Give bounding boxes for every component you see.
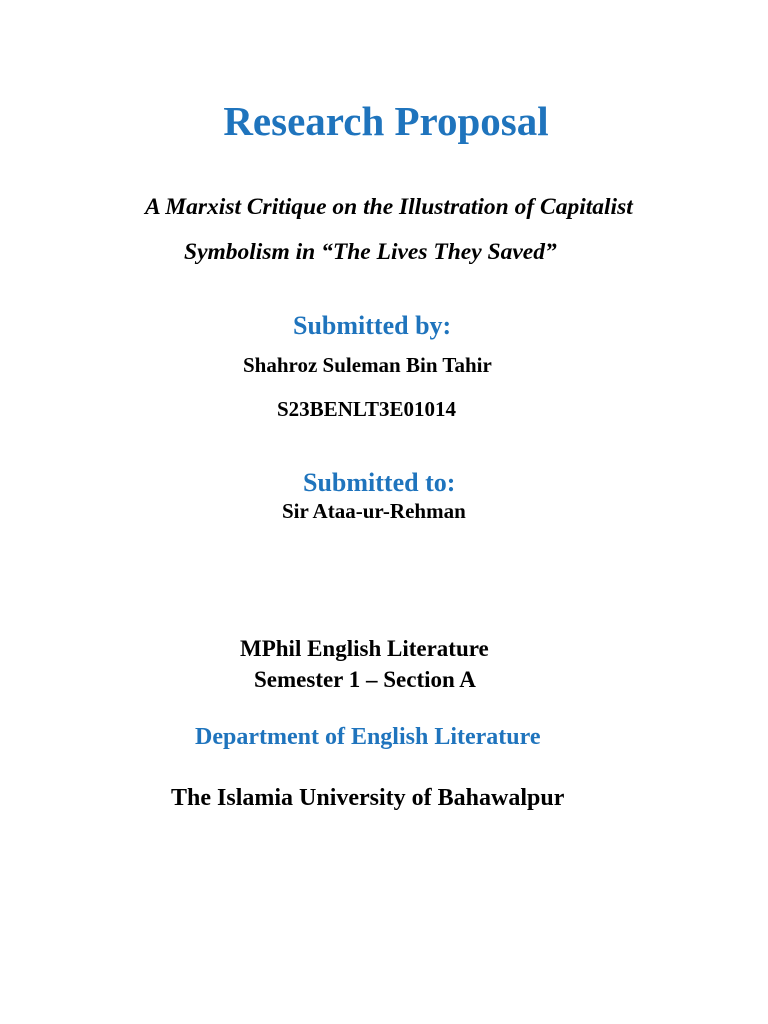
department-name: Department of English Literature <box>195 724 541 750</box>
semester-section: Semester 1 – Section A <box>254 667 476 692</box>
supervisor-name: Sir Ataa-ur-Rehman <box>282 499 466 523</box>
submitted-to-heading: Submitted to: <box>303 468 456 497</box>
submitted-by-heading: Submitted by: <box>293 311 452 340</box>
author-name: Shahroz Suleman Bin Tahir <box>243 353 492 377</box>
research-topic-line-2: Symbolism in “The Lives They Saved” <box>184 239 557 265</box>
program-name: MPhil English Literature <box>240 636 489 661</box>
university-name: The Islamia University of Bahawalpur <box>171 785 565 811</box>
document-title: Research Proposal <box>223 98 549 144</box>
research-topic-line-1: A Marxist Critique on the Illustration of Capitalist <box>145 194 633 220</box>
student-id: S23BENLT3E01014 <box>277 397 456 421</box>
